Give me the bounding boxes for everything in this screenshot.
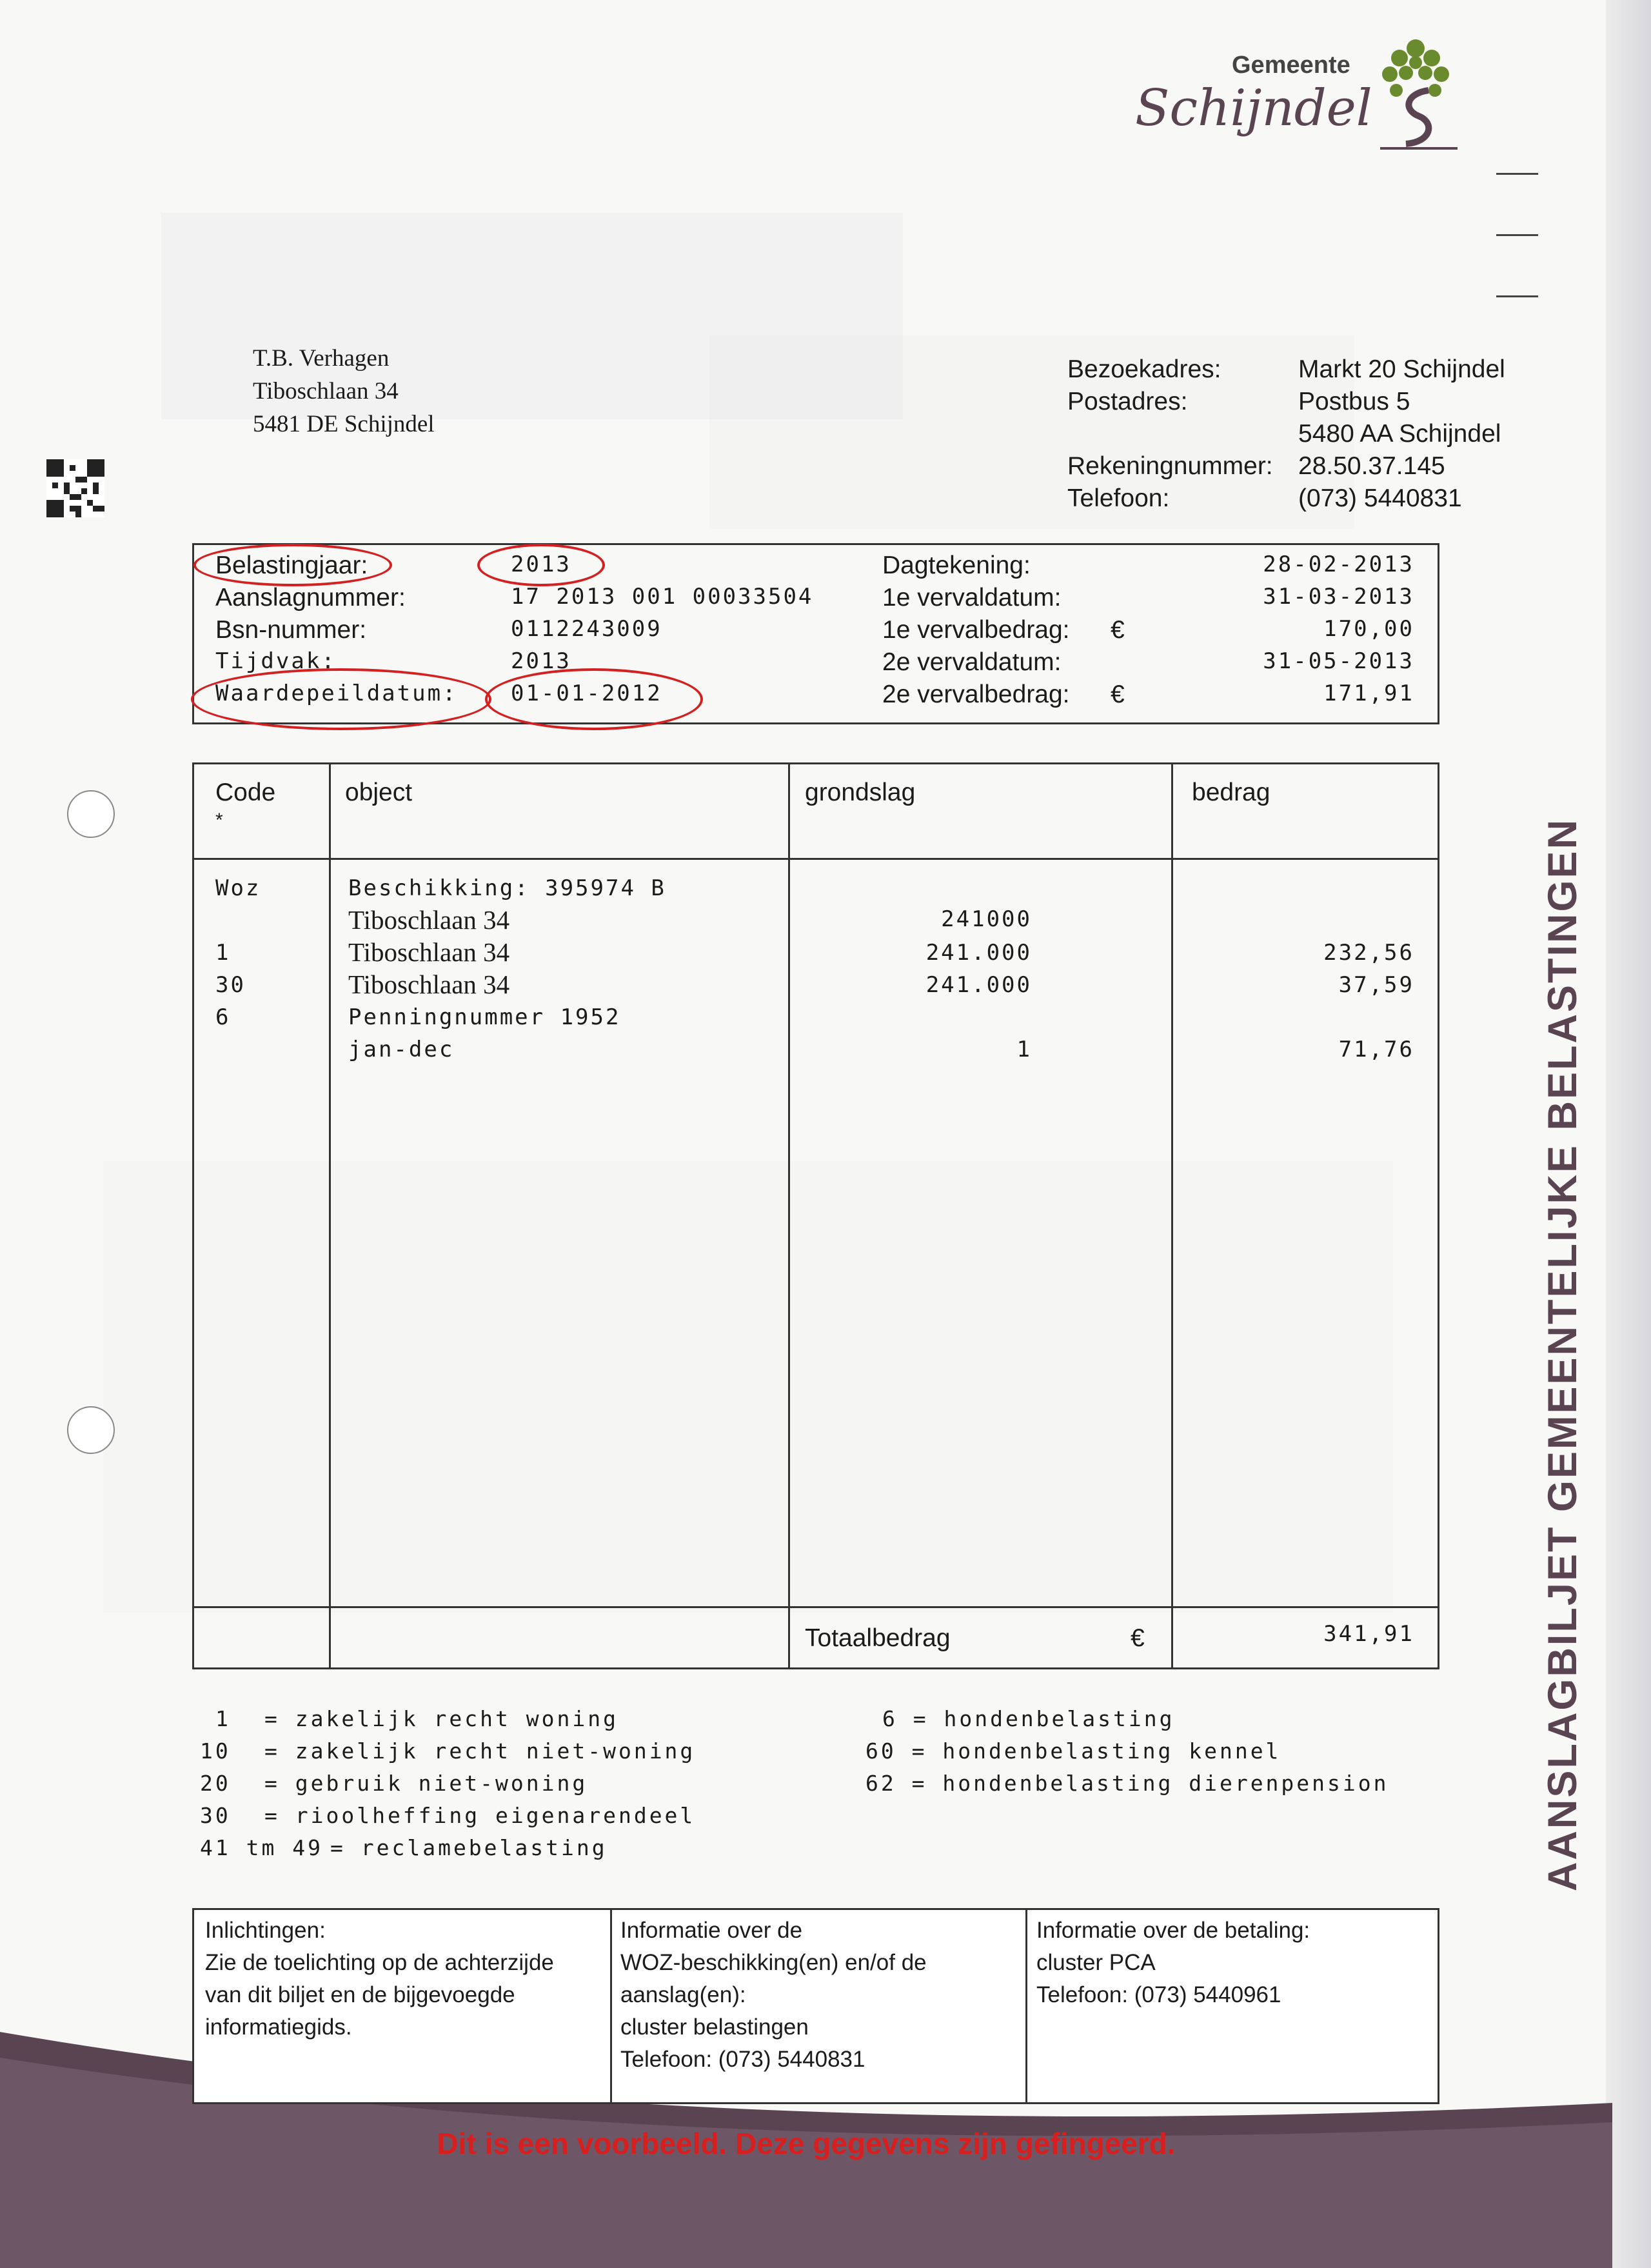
label-tijdvak: Tijdvak:: [215, 648, 337, 674]
logo-name-text: Schijndel: [1135, 79, 1372, 137]
value-belastingjaar: 2013: [511, 552, 571, 577]
sidebar-title: [1527, 722, 1598, 1987]
contact-value: 28.50.37.145: [1298, 452, 1445, 480]
value-tijdvak: 2013: [511, 648, 571, 674]
table-cell-grondslag: 1: [1016, 1037, 1032, 1062]
legend-text: = reclamebelasting: [330, 1835, 608, 1860]
table-cell-code: Woz: [215, 875, 261, 901]
table-cell-grondslag: 241000: [941, 906, 1032, 932]
legend-text: = gebruik niet-woning: [264, 1771, 588, 1796]
legend-code: 20: [200, 1771, 231, 1796]
table-cell-object: Beschikking: 395974 B: [348, 875, 666, 901]
barcode-icon: [46, 459, 104, 517]
legend-text: = zakelijk recht niet-woning: [264, 1738, 696, 1764]
legend-item: 60 = hondenbelasting kennel: [865, 1738, 1281, 1764]
recipient-city: 5481 DE Schijndel: [253, 411, 435, 437]
label-waardepeildatum: Waardepeildatum:: [215, 681, 458, 706]
currency-symbol: €: [1111, 616, 1125, 644]
table-cell-grondslag: 241.000: [925, 940, 1032, 966]
annotation-oval: [191, 668, 491, 730]
label-1e-vervaldatum: 1e vervaldatum:: [882, 584, 1062, 612]
footer-col-divider: [1025, 1908, 1027, 2102]
value-2e-vervalbedrag: 171,91: [1323, 681, 1414, 706]
value-dagtekening: 28-02-2013: [1263, 552, 1414, 577]
recipient-name: T.B. Verhagen: [253, 345, 390, 372]
legend-code: 30: [200, 1803, 231, 1828]
label-2e-vervaldatum: 2e vervaldatum:: [882, 648, 1062, 676]
punch-hole: [67, 790, 115, 838]
footer-line: Informatie over de betaling:: [1036, 1918, 1310, 1943]
contact-label: Postadres:: [1067, 388, 1188, 415]
legend-code: 10: [200, 1738, 231, 1764]
table-cell-code: 30: [215, 972, 246, 998]
label-dagtekening: Dagtekening:: [882, 552, 1031, 579]
contact-value: (073) 5440831: [1298, 484, 1462, 512]
punch-hole: [67, 1406, 115, 1454]
recipient-address: [253, 342, 435, 441]
footer-line: Zie de toelichting op de achterzijde: [205, 1950, 554, 1975]
fold-mark: [1496, 234, 1538, 236]
label-2e-vervalbedrag: 2e vervalbedrag:: [882, 681, 1070, 708]
table-header-divider: [192, 858, 1438, 860]
fold-mark: [1496, 173, 1538, 175]
fold-mark: [1496, 295, 1538, 297]
value-waardepeildatum: 01-01-2012: [511, 681, 662, 706]
label-bsn: Bsn-nummer:: [215, 616, 367, 644]
footer-line: aanslag(en):: [620, 1982, 746, 2007]
value-bsn: 0112243009: [511, 616, 662, 642]
column-header-code-note: *: [215, 810, 223, 831]
footer-line: informatiegids.: [205, 2014, 352, 2040]
contact-value: Postbus 5: [1298, 388, 1410, 415]
value-aanslagnummer: 17 2013 001 00033504: [511, 584, 814, 610]
gemeente-logo: [1116, 29, 1477, 158]
footer-line: cluster belastingen: [620, 2014, 809, 2040]
table-cell-object: Penningnummer 1952: [348, 1004, 621, 1030]
legend-code: 1: [215, 1706, 231, 1731]
contact-label: Telefoon:: [1067, 484, 1170, 512]
legend-text: = rioolheffing eigenarendeel: [264, 1803, 696, 1828]
table-cell-object: Tiboschlaan 34: [348, 970, 510, 999]
legend-text: = zakelijk recht woning: [264, 1706, 618, 1731]
footer-line: Informatie over de: [620, 1918, 803, 1943]
column-header-object: object: [345, 779, 413, 806]
table-col-divider: [788, 762, 790, 1667]
logo-gemeente-text: Gemeente: [1232, 52, 1350, 79]
footer-line: Inlichtingen:: [205, 1918, 326, 1943]
bleed-through: [709, 335, 1354, 529]
label-belastingjaar: Belastingjaar:: [215, 552, 368, 579]
contact-label: Bezoekadres:: [1067, 355, 1221, 383]
table-cell-code: 6: [215, 1004, 231, 1030]
annotation-oval: [485, 668, 703, 730]
document-title-vertical: AANSLAGBILJET GEMEENTELIJKE BELASTINGEN: [1540, 817, 1585, 1892]
legend-code: 41 tm 49: [200, 1835, 323, 1860]
table-cell-object: jan-dec: [348, 1037, 455, 1062]
annotation-oval: [193, 544, 392, 586]
table-col-divider: [1171, 762, 1173, 1667]
total-value: 341,91: [1323, 1621, 1414, 1647]
table-cell-bedrag: 71,76: [1338, 1037, 1414, 1062]
annotation-oval: [477, 544, 605, 586]
table-cell-bedrag: 37,59: [1338, 972, 1414, 998]
recipient-street: Tiboschlaan 34: [253, 378, 399, 404]
total-currency: €: [1131, 1624, 1145, 1652]
contact-label: Rekeningnummer:: [1067, 452, 1273, 480]
table-col-divider: [329, 762, 331, 1667]
label-aanslagnummer: Aanslagnummer:: [215, 584, 406, 612]
footer-payment-info: [1036, 1915, 1310, 2011]
footer-woz-info: [620, 1915, 927, 2076]
sample-disclaimer: Dit is een voorbeeld. Deze gegevens zijn gefingeerd.: [437, 2127, 1176, 2160]
contact-value: 5480 AA Schijndel: [1298, 420, 1501, 448]
column-header-bedrag: bedrag: [1192, 779, 1270, 806]
value-1e-vervaldatum: 31-03-2013: [1263, 584, 1414, 610]
table-total-divider: [192, 1606, 1438, 1608]
tree-emblem-icon: [1367, 29, 1464, 158]
footer-col-divider: [610, 1908, 612, 2102]
label-1e-vervalbedrag: 1e vervalbedrag:: [882, 616, 1070, 644]
legend-item: 6 = hondenbelasting: [882, 1706, 1175, 1731]
table-cell-object: Tiboschlaan 34: [348, 905, 510, 935]
footer-line: Telefoon: (073) 5440831: [620, 2047, 865, 2072]
currency-symbol: €: [1111, 681, 1125, 708]
footer-line: Telefoon: (073) 5440961: [1036, 1982, 1281, 2007]
footer-line: cluster PCA: [1036, 1950, 1156, 1975]
value-1e-vervalbedrag: 170,00: [1323, 616, 1414, 642]
contact-value: Markt 20 Schijndel: [1298, 355, 1505, 383]
column-header-code: Code: [215, 779, 276, 806]
total-label: Totaalbedrag: [805, 1624, 951, 1652]
column-header-grondslag: grondslag: [805, 779, 916, 806]
table-cell-bedrag: 232,56: [1323, 940, 1414, 966]
legend-item: 62 = hondenbelasting dierenpension: [865, 1771, 1389, 1796]
footer-inlichtingen: [205, 1915, 554, 2044]
footer-line: WOZ-beschikking(en) en/of de: [620, 1950, 927, 1975]
table-cell-code: 1: [215, 940, 231, 966]
footer-line: van dit biljet en de bijgevoegde: [205, 1982, 515, 2007]
value-2e-vervaldatum: 31-05-2013: [1263, 648, 1414, 674]
table-cell-object: Tiboschlaan 34: [348, 937, 510, 967]
table-cell-grondslag: 241.000: [925, 972, 1032, 998]
scan-edge: [1606, 0, 1651, 2268]
